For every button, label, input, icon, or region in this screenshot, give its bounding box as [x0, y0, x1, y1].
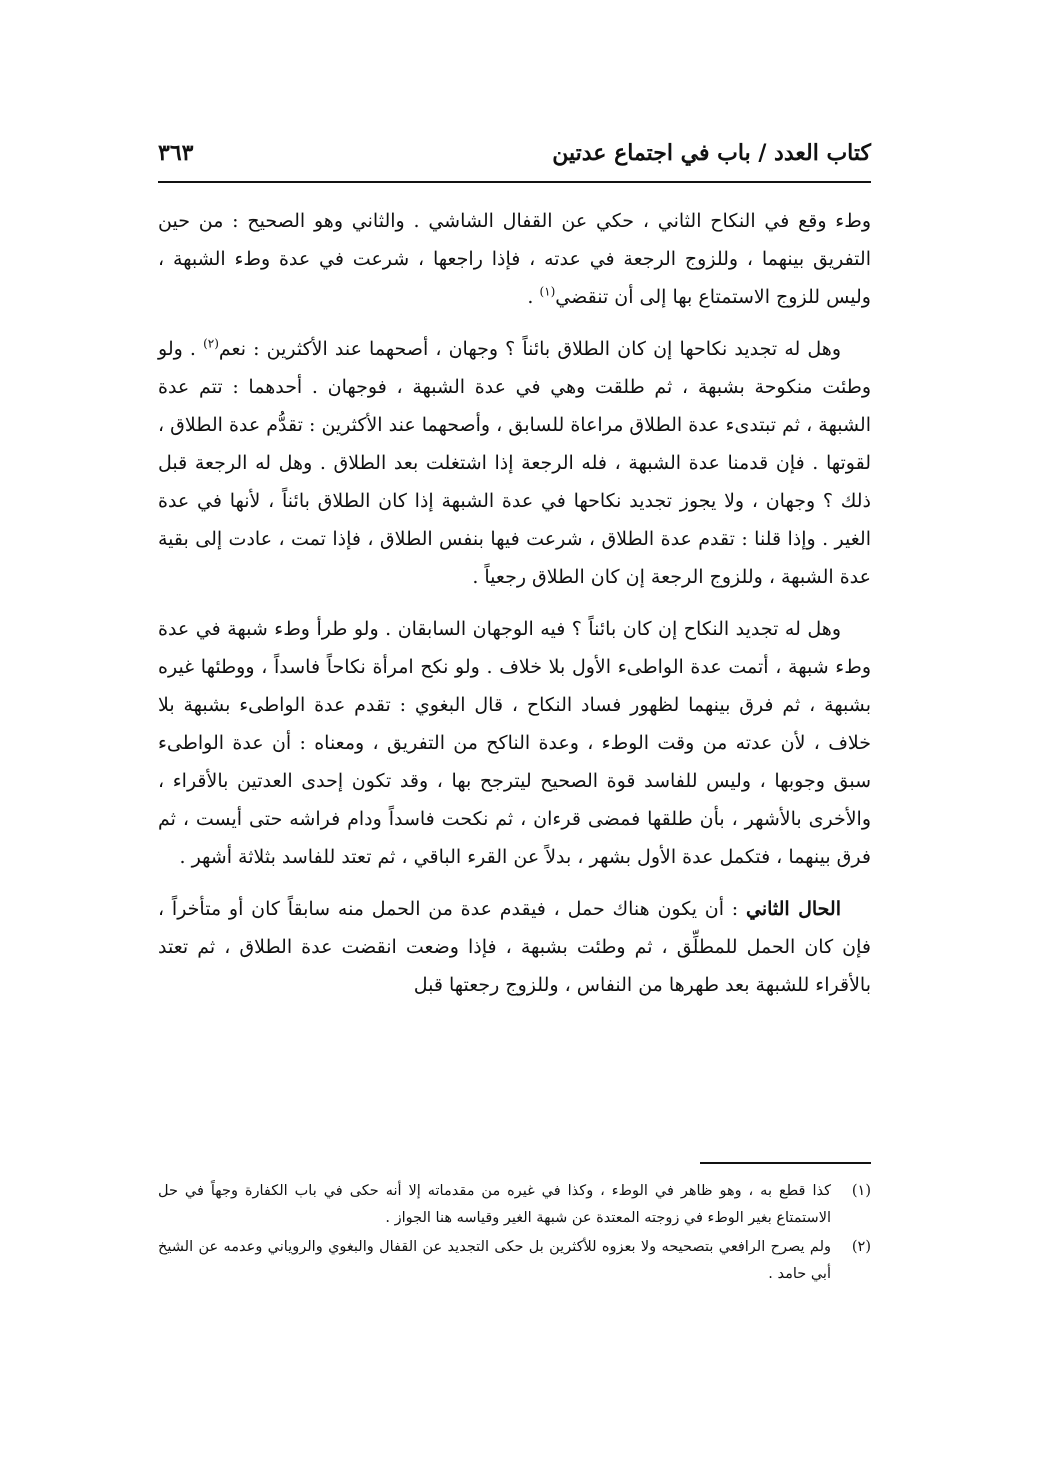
footnotes — [158, 1178, 871, 1290]
header-divider — [158, 181, 871, 183]
paragraph-3-text: وهل له تجديد النكاح إن كان بائناً ؟ فيه الوجهان السابقان . ولو طرأ وطء شبهة في عدة وطء شبهة ، أتمت عدة الواطىء الأول بلا خلاف . ولو نكح امرأة نكاحاً فاسداً ، ووطئها غيره بشبهة ، ثم فرق بينهما لظهور فساد النكاح ، قال البغوي : تقدم عدة الواطىء بشبهة بلا خلاف ، لأن عدته من وقت الوطء ، وعدة الناكح من التفريق ، ومعناه : أن عدة الواطىء سبق وجوبها ، وليس للفاسد قوة الصحيح ليترجح بها ، وقد تكون إحدى العدتين بالأقراء ، والأخرى بالأشهر ، بأن طلقها فمضى قرءان ، ثم نكحت فاسداً ودام فراشه حتى أيست ، ثم فرق بينهما ، فتكمل عدة الأول بشهر ، بدلاً عن القرء الباقي ، ثم تعتد للفاسد بثلاثة أشهر . — [158, 618, 871, 868]
page-header — [158, 136, 871, 176]
paragraph-1-text: وطء وقع في النكاح الثاني ، حكي عن القفال الشاشي . والثاني وهو الصحيح : من حين التفريق بينهما ، وللزوج الرجعة في عدته ، فإذا راجعها ، شرعت في عدة وطء الشبهة ، وليس للزوج الاستمتاع بها إلى أن تنقضي — [158, 210, 871, 308]
footnote-text: كذا قطع به ، وهو ظاهر في الوطء ، وكذا في غيره من مقدماته إلا أنه حكى في باب الكفارة وجهاً في حل الاستمتاع بغير الوطء في زوجته المعتدة عن شبهة الغير وقياسه هنا الجواز . — [158, 1183, 831, 1226]
running-title: كتاب العدد / باب في اجتماع عدتين — [552, 140, 871, 166]
footnote-text: ولم يصرح الرافعي بتصحيحه ولا بعزوه للأكثرين بل حكى التجديد عن القفال والبغوي والروياني وعدمه عن الشيخ أبي حامد . — [158, 1239, 831, 1282]
section-heading-second-state: الحال الثاني — [746, 898, 841, 920]
paragraph-1 — [158, 202, 871, 316]
paragraph-2-text-b: . ولو وطئت منكوحة بشبهة ، ثم طلقت وهي في عدة الشبهة ، فوجهان . أحدهما : تتم عدة الشبهة ، ثم تبتدىء عدة الطلاق مراعاة للسابق ، وأصحهما عند الأكثرين : تقدُّم عدة الطلاق ، لقوتها . فإن قدمنا عدة الشبهة ، فله الرجعة إذا اشتغلت بعد الطلاق . وهل له الرجعة قبل ذلك ؟ وجهان ، ولا يجوز تجديد نكاحها في عدة الشبهة إذا كان الطلاق بائناً ، لأنها في عدة الغير . وإذا قلنا : تقدم عدة الطلاق ، شرعت فيها بنفس الطلاق ، فإذا تمت ، عادت إلى بقية عدة الشبهة ، وللزوج الرجعة إن كان الطلاق رجعياً . — [158, 338, 871, 588]
footnote-number: (٢) — [851, 1239, 871, 1255]
footnote-ref-1: (١) — [539, 284, 556, 299]
main-text — [158, 202, 871, 1018]
paragraph-3 — [158, 610, 871, 876]
footnote-item — [158, 1234, 871, 1288]
paragraph-1-end: . — [527, 286, 540, 308]
paragraph-4-text: : أن يكون هناك حمل ، فيقدم عدة من الحمل منه سابقاً كان أو متأخراً ، فإن كان الحمل للمطلِّق ، ثم وطئت بشبهة ، فإذا وضعت انقضت عدة الطلاق ، ثم تعتد بالأقراء للشبهة بعد طهرها من النفاس ، وللزوج رجعتها قبل — [158, 898, 871, 996]
page-number: ٣٦٣ — [158, 140, 194, 166]
footnote-divider — [700, 1162, 871, 1164]
footnote-ref-2: (٢) — [203, 336, 219, 351]
paragraph-4 — [158, 890, 871, 1004]
footnote-item — [158, 1178, 871, 1232]
paragraph-2-text-a: وهل له تجديد نكاحها إن كان الطلاق بائناً ؟ وجهان ، أصحهما عند الأكثرين : نعم — [218, 338, 841, 360]
paragraph-2 — [158, 330, 871, 596]
footnote-number: (١) — [851, 1183, 871, 1199]
